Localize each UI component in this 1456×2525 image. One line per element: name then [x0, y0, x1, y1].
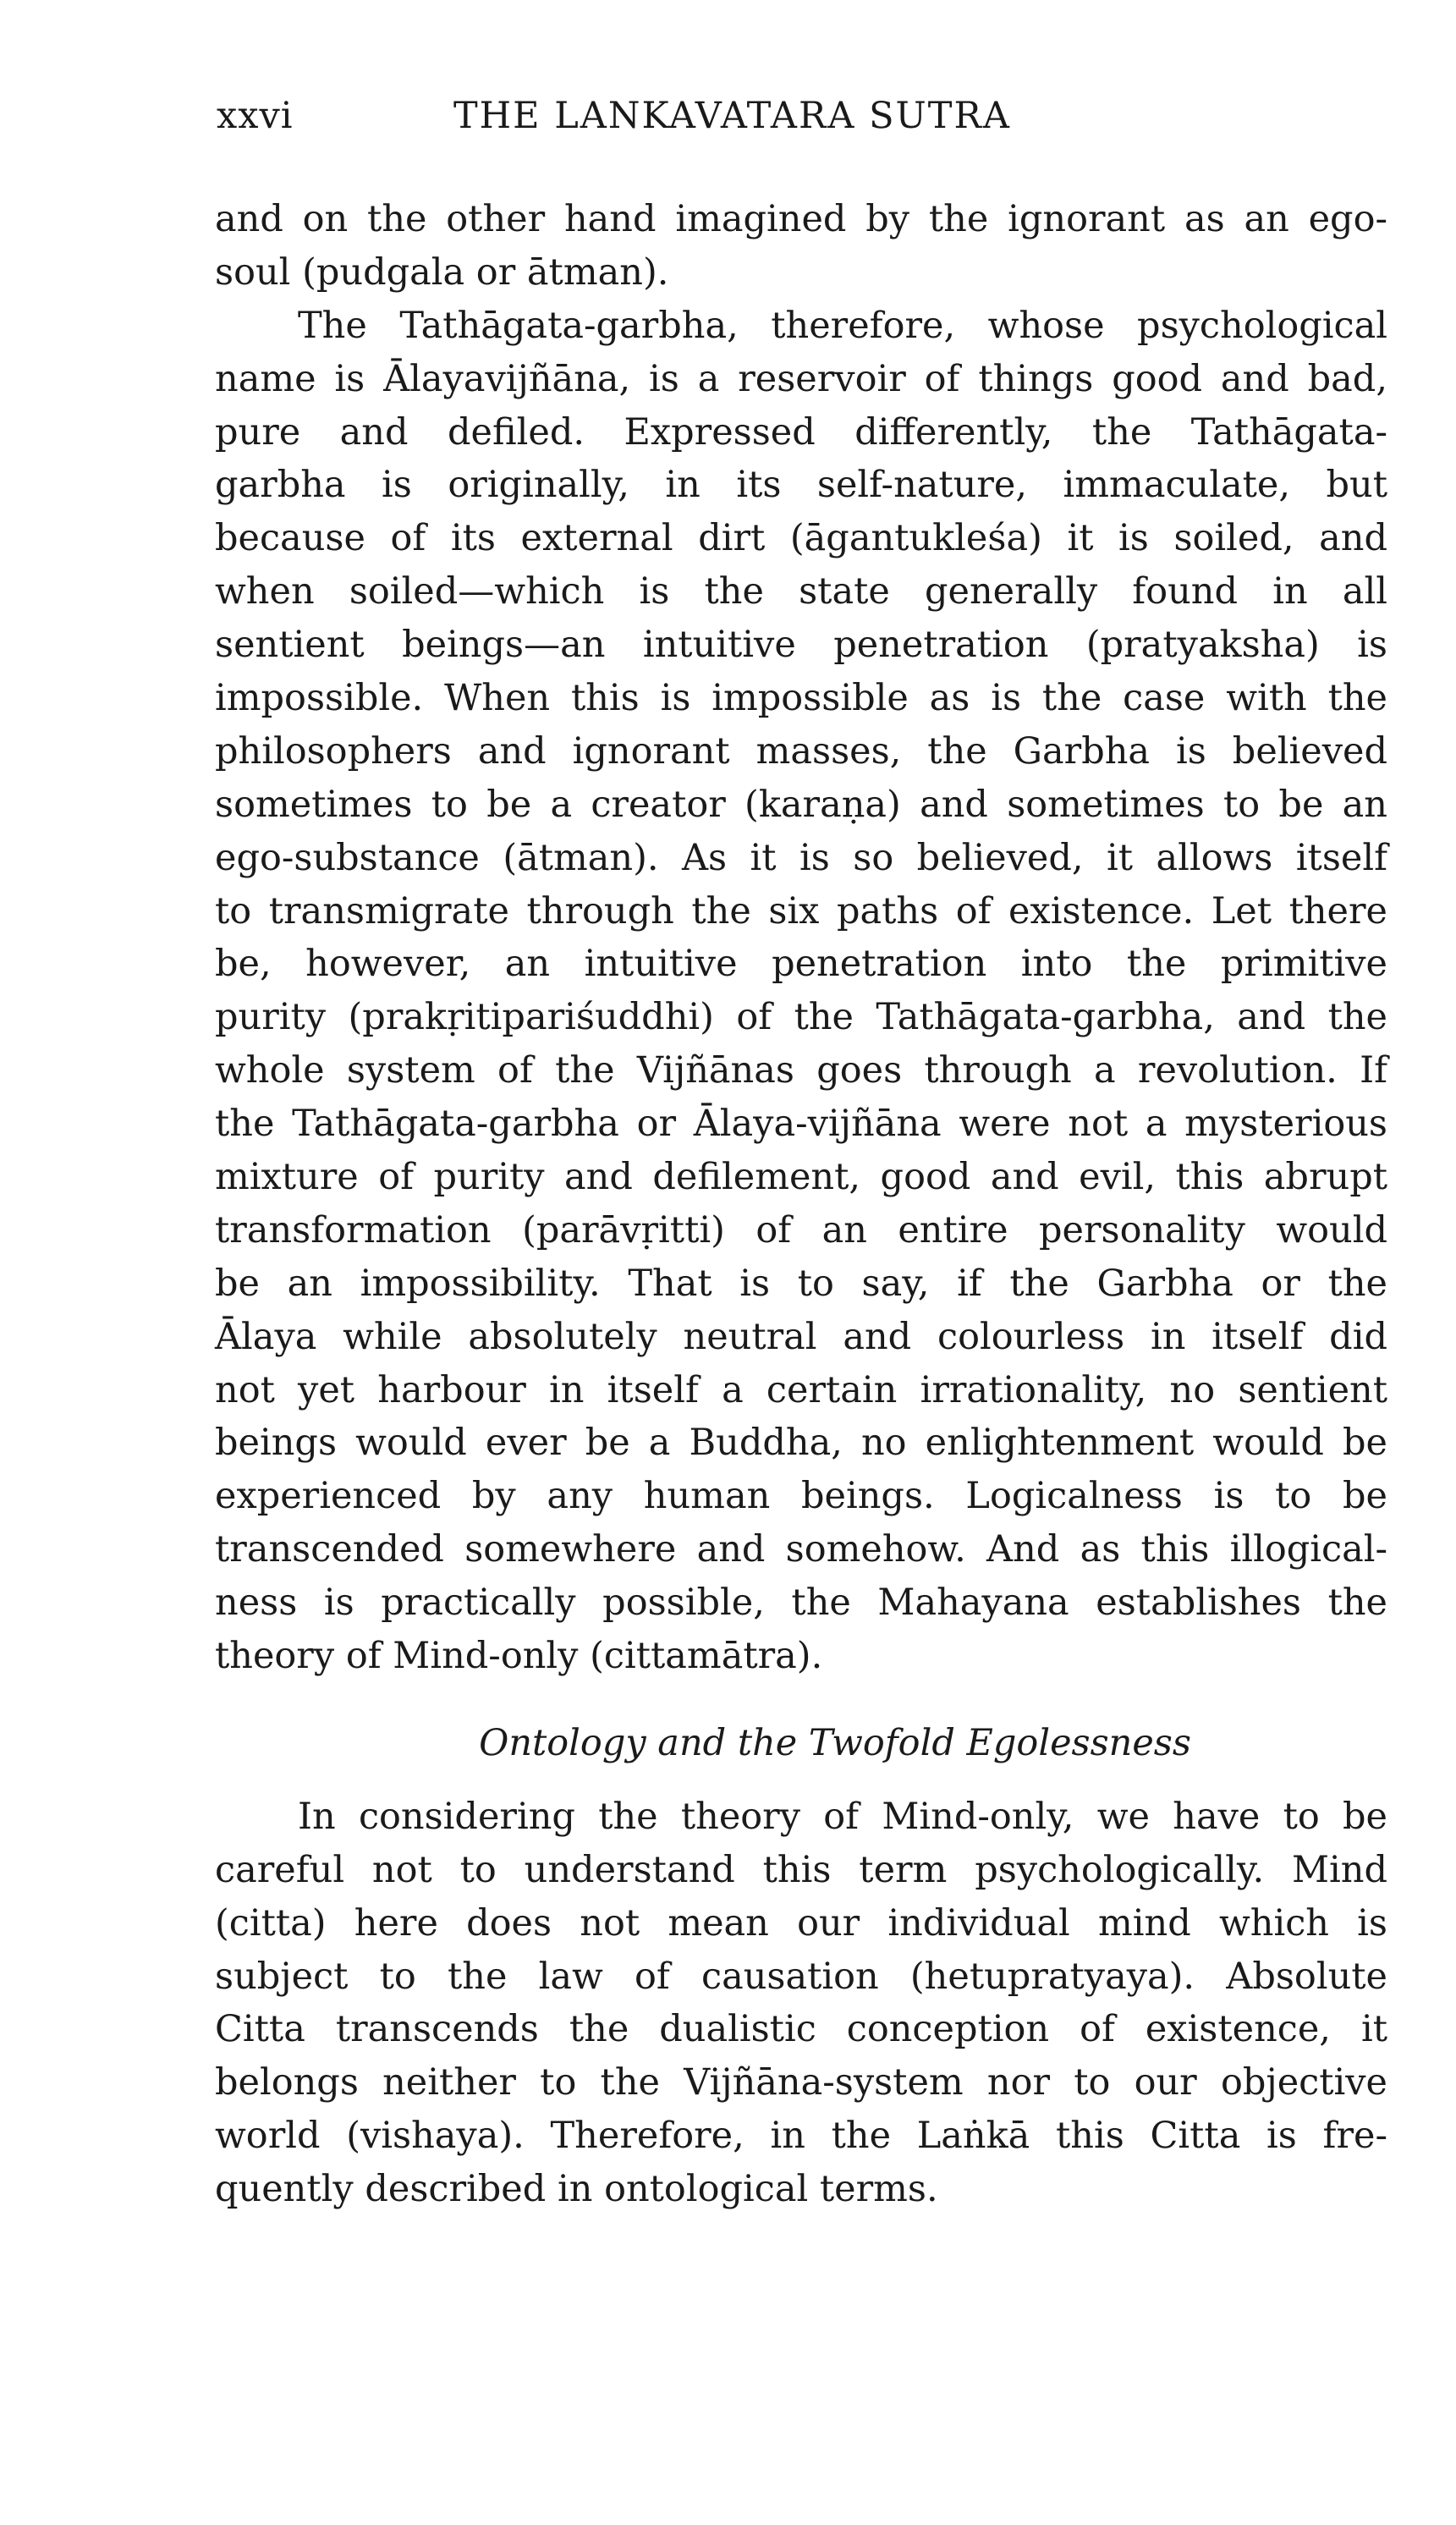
text-line: world (vishaya). Therefore, in the Laṅkā this Citta is fre- [215, 2115, 1387, 2158]
text-line: name is Ālayavijñāna, is a reservoir of things good and bad, [215, 357, 1387, 400]
page-number: xxvi [217, 95, 294, 137]
text-line: beings would ever be a Buddha, no enlightenment would be [215, 1422, 1387, 1465]
text-line: ness is practically possible, the Mahayana establishes the [215, 1582, 1387, 1625]
text-line: ego-substance (ātman). As it is so believed, it allows itself [215, 836, 1387, 879]
running-title: THE LANKAVATARA SUTRA [453, 95, 1011, 137]
paragraph-1 [215, 193, 1387, 300]
text-line: because of its external dirt (āgantukleśa) it is soiled, and [215, 517, 1387, 560]
text-line: impossible. When this is impossible as is the case with the [215, 677, 1387, 720]
text-line: transcended somewhere and somehow. And as this illogical- [215, 1528, 1387, 1571]
text-line: soul (pudgala or ātman). [215, 250, 669, 294]
text-line: (citta) here does not mean our individual mind which is [215, 1901, 1387, 1945]
section-heading: Ontology and the Twofold Egolessness [479, 1721, 1191, 1764]
text-line: garbha is originally, in its self-nature, immaculate, but [215, 464, 1387, 507]
text-line: and on the other hand imagined by the ignorant as an ego- [215, 198, 1387, 240]
text-line: purity (prakṛitipariśuddhi) of the Tathāgata-garbha, and the [215, 996, 1387, 1039]
running-header [217, 95, 1387, 154]
text-line: careful not to understand this term psychologically. Mind [215, 1848, 1387, 1891]
paragraph-3 [215, 1791, 1387, 2216]
text-line: the Tathāgata-garbha or Ālaya-vijñāna were not a mysterious [215, 1103, 1387, 1146]
text-line: mixture of purity and defilement, good and evil, this abrupt [215, 1156, 1387, 1199]
text-line: In considering the theory of Mind-only, we have to be [298, 1795, 1387, 1838]
text-line: when soiled—which is the state generally found in all [215, 570, 1387, 613]
text-line: be, however, an intuitive penetration into the primitive [215, 943, 1387, 986]
text-line: Ālaya while absolutely neutral and colourless in itself did [215, 1315, 1387, 1358]
page-body [215, 193, 1387, 2216]
text-line: theory of Mind-only (cittamātra). [215, 1635, 823, 1678]
paragraph-2 [215, 300, 1387, 1683]
text-line: quently described in ontological terms. [215, 2168, 938, 2211]
text-line: philosophers and ignorant masses, the Garbha is believed [215, 729, 1387, 773]
text-line: sometimes to be a creator (karaṇa) and sometimes to be an [215, 783, 1387, 826]
text-line: Citta transcends the dualistic conception of existence, it [215, 2008, 1387, 2051]
text-line: subject to the law of causation (hetupratyaya). Absolute [215, 1955, 1387, 1998]
text-line: be an impossibility. That is to say, if the Garbha or the [215, 1262, 1387, 1305]
text-line: transformation (parāvṛitti) of an entire personality would [215, 1208, 1387, 1251]
text-line: whole system of the Vijñānas goes through a revolution. If [215, 1049, 1387, 1092]
text-line: experienced by any human beings. Logicalness is to be [215, 1475, 1387, 1518]
text-line: not yet harbour in itself a certain irrationality, no sentient [215, 1368, 1387, 1411]
text-line: pure and defiled. Expressed differently, the Tathāgata- [215, 410, 1387, 454]
text-line: The Tathāgata-garbha, therefore, whose psychological [298, 304, 1387, 347]
text-line: belongs neither to the Vijñāna-system nor to our objective [215, 2061, 1387, 2104]
text-line: to transmigrate through the six paths of existence. Let there [215, 889, 1387, 932]
text-line: sentient beings—an intuitive penetration (pratyaksha) is [215, 624, 1387, 667]
